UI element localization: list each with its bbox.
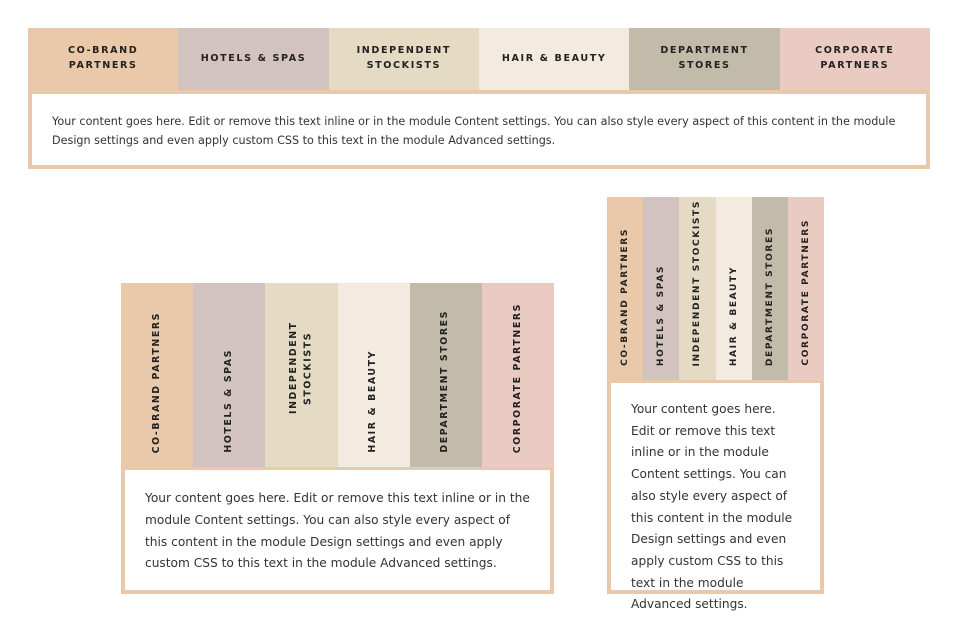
tab-content-panel	[125, 470, 550, 590]
tab-label: HAIR & BEAUTY	[501, 52, 607, 64]
tab-co-brand-partners[interactable]	[121, 283, 193, 467]
tabs-module-wide	[28, 28, 930, 169]
tab-hotels-spas[interactable]	[178, 28, 328, 90]
tab-label: CO-BRAND PARTNERS	[620, 228, 631, 366]
tab-independent-stockists[interactable]	[265, 283, 337, 467]
tab-label: INDEPENDENT STOCKISTS	[287, 321, 314, 415]
tab-bar	[28, 28, 930, 90]
tab-co-brand-partners[interactable]	[607, 197, 643, 380]
tab-label: CO-BRAND PARTNERS	[68, 45, 139, 71]
tab-independent-stockists[interactable]	[679, 197, 715, 380]
tab-hair-beauty[interactable]	[716, 197, 752, 380]
tab-label: CORPORATE PARTNERS	[511, 302, 523, 453]
tab-label: CORPORATE PARTNERS	[800, 219, 811, 366]
tab-corporate-partners[interactable]	[788, 197, 824, 380]
tab-hotels-spas[interactable]	[643, 197, 679, 380]
tab-department-stores[interactable]	[752, 197, 788, 380]
tab-label: HOTELS & SPAS	[656, 264, 667, 366]
tab-independent-stockists[interactable]	[329, 28, 479, 90]
tab-department-stores[interactable]	[410, 283, 482, 467]
tab-content-text: Your content goes here. Edit or remove this text inline or in the module Content settings. You can also style every aspect of this content in the module Design settings and even apply custom CSS to this text in the module Advanced settings.	[52, 115, 896, 147]
tab-label: DEPARTMENT STORES	[764, 226, 775, 366]
tab-label: DEPARTMENT STORES	[439, 310, 451, 453]
tab-hair-beauty[interactable]	[479, 28, 629, 90]
tab-content-text: Your content goes here. Edit or remove this text inline or in the module Content settings. You can also style every aspect of this content in the module Design settings and even apply custom CSS to this text in the module Advanced settings.	[631, 402, 793, 612]
tab-bar	[121, 283, 554, 467]
tab-label: INDEPENDENT STOCKISTS	[692, 199, 703, 366]
tab-label: CO-BRAND PARTNERS	[150, 311, 162, 453]
tabs-module-medium	[121, 283, 554, 594]
tab-content-panel	[611, 383, 820, 612]
tab-hotels-spas[interactable]	[193, 283, 265, 467]
tab-label: HAIR & BEAUTY	[367, 350, 379, 453]
tab-label: HAIR & BEAUTY	[728, 265, 739, 366]
tab-corporate-partners[interactable]	[780, 28, 930, 90]
tab-label: HOTELS & SPAS	[222, 349, 234, 453]
tab-content-text: Your content goes here. Edit or remove this text inline or in the module Content settings. You can also style every aspect of this content in the module Design settings and even apply custom CSS to this text in the module Advanced settings.	[145, 491, 530, 571]
tab-bar	[607, 197, 824, 380]
tab-label: INDEPENDENT STOCKISTS	[356, 45, 452, 71]
tab-department-stores[interactable]	[629, 28, 779, 90]
tab-hair-beauty[interactable]	[338, 283, 410, 467]
tabs-module-narrow	[607, 197, 824, 612]
tab-co-brand-partners[interactable]	[28, 28, 178, 90]
tab-label: HOTELS & SPAS	[200, 52, 307, 64]
tab-label: CORPORATE PARTNERS	[815, 45, 895, 71]
tab-content-panel	[32, 94, 926, 165]
tab-label: DEPARTMENT STORES	[660, 45, 749, 71]
tab-corporate-partners[interactable]	[482, 283, 554, 467]
